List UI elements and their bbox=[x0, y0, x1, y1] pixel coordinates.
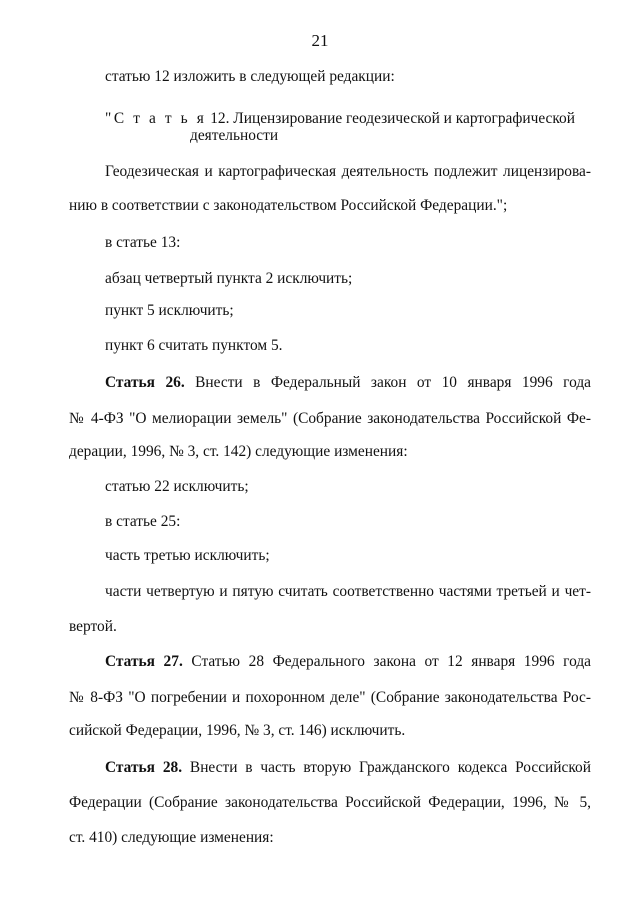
article-heading bbox=[105, 110, 575, 128]
text-line: абзац четвертый пункта 2 исключить; bbox=[105, 270, 353, 287]
text-line: пункт 5 исключить; bbox=[105, 302, 234, 319]
page-number: 21 bbox=[311, 31, 329, 50]
text-line: вертой. bbox=[69, 618, 117, 635]
article-28-line bbox=[105, 759, 591, 777]
text-line: в статье 13: bbox=[105, 234, 181, 251]
text-line: нию в соответствии с законодательством Российской Федерации."; bbox=[69, 197, 508, 214]
text-line: статью 12 изложить в следующей редакции: bbox=[105, 68, 395, 85]
article-27-line bbox=[105, 653, 591, 671]
article-27-text: Статью 28 Федерального закона от 12 января 1996 года bbox=[182, 653, 592, 670]
text-line: № 4-ФЗ "О мелиорации земель" (Собрание законодательства Российской Фе- bbox=[69, 410, 591, 427]
article-28-label: Статья 28. bbox=[105, 759, 183, 776]
text-line: Геодезическая и картографическая деятельность подлежит лицензирова- bbox=[105, 163, 591, 180]
article-heading-word: "С т а т ь я bbox=[105, 110, 207, 127]
text-line: в статье 25: bbox=[105, 513, 181, 530]
text-line: сийской Федерации, 1996, № 3, ст. 146) исключить. bbox=[69, 722, 406, 739]
article-26-line bbox=[105, 374, 591, 392]
article-26-text: Внести в Федеральный закон от 10 января 1996 года bbox=[184, 374, 591, 391]
text-line: дерации, 1996, № 3, ст. 142) следующие изменения: bbox=[69, 443, 408, 460]
article-27-label: Статья 27. bbox=[105, 653, 183, 670]
article-heading-continued: деятельности bbox=[190, 127, 279, 144]
text-line: Федерации (Собрание законодательства Российской Федерации, 1996, № 5, bbox=[69, 794, 591, 811]
article-28-text: Внести в часть вторую Гражданского кодекса Российской bbox=[182, 759, 591, 776]
text-line: статью 22 исключить; bbox=[105, 478, 249, 495]
text-line: пункт 6 считать пунктом 5. bbox=[105, 337, 283, 354]
text-line: № 8-ФЗ "О погребении и похоронном деле" (Собрание законодательства Рос- bbox=[69, 689, 591, 706]
article-heading-title: 12. Лицензирование геодезической и картографической bbox=[206, 110, 575, 127]
article-26-label: Статья 26. bbox=[105, 374, 185, 391]
text-line: части четвертую и пятую считать соответственно частями третьей и чет- bbox=[105, 583, 591, 600]
text-line: часть третью исключить; bbox=[105, 547, 270, 564]
text-line: ст. 410) следующие изменения: bbox=[69, 829, 274, 846]
